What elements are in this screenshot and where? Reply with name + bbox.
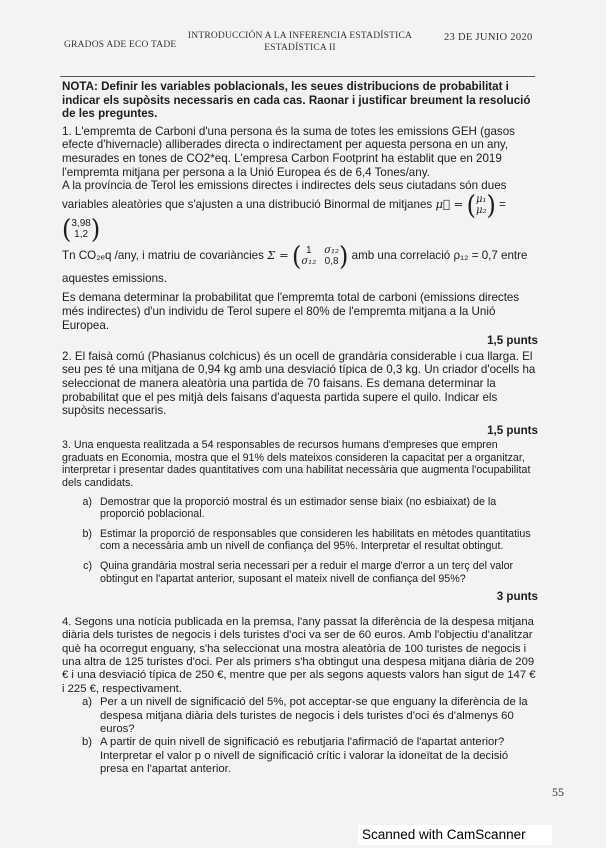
q4-item-a-label: a) <box>81 696 92 709</box>
mu1: μ₁ <box>475 193 487 205</box>
q1-distribution-text: A la província de Terol les emissions directes i indirectes dels seus ciutadans són dues variables aleatòries que s'ajusten a una distribució Binormal de mitjanes <box>62 179 507 211</box>
q3-item-a <box>62 496 538 521</box>
mean-vector-symbol: μ⃗ = <box>435 196 464 211</box>
covariance-matrix: ( 1 σ₁₂ σ₁₂ 0,8 ) <box>291 240 349 272</box>
q3-item-b-label: b) <box>82 527 92 540</box>
question-3 <box>62 439 538 604</box>
page-number: 55 <box>552 785 564 799</box>
mean-value-2: 1,2 <box>74 228 89 240</box>
q1-question: Es demana determinar la probabilitat que l'empremta total de carboni (emissions directes més indirectes) d'un individu de Terol supere el 80% de l'empremta mitjana a la Unió Europea. <box>62 291 520 332</box>
q4-text: 4. Segons una notícia publicada en la premsa, l'any passat la diferència de la despesa mitjana diària dels turistes de negocis i dels turistes d'oci va ser de 60 euros. Amb l'objectiu d'analitzar què ha ocorregut enguany, s'ha seleccionat una mostra aleatòria de 100 turistes de negocis i una altra de 125 turistes d'oci. Per als primers s'ha obtingut una despesa mitjana diària de 209 € i una desviació típica de 250 €, mentre que per als segons aquests valors han sigut de 147 € i 225 €, respectivament. <box>62 615 536 695</box>
q3-item-c-label: c) <box>83 560 92 573</box>
cov-11: 1 <box>306 244 312 256</box>
q2-points: 1,5 punts <box>487 423 538 437</box>
header-course-line1: INTRODUCCIÓN A LA INFERENCIA ESTADÍSTICA <box>187 31 413 41</box>
header-course <box>185 30 415 54</box>
header-degree: GRADOS ADE ECO TADE <box>64 40 177 50</box>
q1-correlation: amb una correlació ρ₁₂ = 0,7 entre <box>351 248 528 262</box>
q3-points: 3 punts <box>496 590 538 604</box>
cov-21: σ₁₂ <box>301 255 317 267</box>
question-1 <box>62 125 538 348</box>
q2-text: 2. El faisà comú (Phasianus colchicus) és un ocell de grandària considerable i cua llarga. El seu pes té una mitjana de 0,94 kg amb una desviació típica de 0,3 kg. Un criador d'ocells ha seleccionat de manera aleatòria una partida de 70 faisans. Es demana determinar la probabilitat que el pes mitjà dels faisans d'aquesta partida supere el quilo. Indicar els supòsits necessaris. <box>62 349 536 418</box>
exam-note: NOTA: Definir les variables poblacionals, les seues distribucions de probabilitat i indicar els supòsits necessaris en cada cas. Raonar i justificar breument la resolució de les preguntes. <box>62 80 531 121</box>
mean-vector-values: ( 3,98 1,2 ) <box>62 213 101 245</box>
q1-distribution: A la província de Terol les emissions directes i indirectes dels seus ciutadans són dues variables aleatòries que s'ajusten a una distribució Binormal de mitjanes μ⃗ = ( μ₁ μ₂ ) = ( 3,98 1,2 ) <box>62 179 507 245</box>
header-course-line2: ESTADÍSTICA II <box>264 43 336 53</box>
q4-item-b-label: b) <box>81 736 92 749</box>
scanner-watermark: Scanned with CamScanner <box>358 825 552 845</box>
exam-body <box>62 80 538 777</box>
q4-item-a <box>62 696 538 736</box>
q1-points: 1,5 punts <box>487 334 538 348</box>
q4-item-a-text: Per a un nivell de significació del 5%, pot acceptar-se que enguany la diferència de la despesa mitjana diària dels turistes de negocis i dels turistes d'oci és d'almenys 60 euros? <box>100 696 528 736</box>
mean-vector-symbolic: ( μ₁ μ₂ ) <box>466 189 496 221</box>
q3-text: 3. Una enquesta realitzada a 54 responsables de recursos humans d'empreses que empren graduats en Economia, mostra que el 91% dels mateixos consideren la capacitat per a organitzar, interpretar i presentar dades quantitatives com una habilitat necessària que augmenta l'ocupabilitat dels candidats. <box>62 439 531 490</box>
q3-item-a-label: a) <box>82 495 92 508</box>
q3-item-c <box>62 560 538 585</box>
q3-item-b-text: Estimar la proporció de responsables que consideren les habilitats en mètodes quantitatius com a necessària amb un nivell de confiança del 95%. Interpretar el resultat obtingut. <box>100 527 531 553</box>
q3-item-a-text: Demostrar que la proporció mostral és un estimador sense biaix (no esbiaixat) de la proporció poblacional. <box>100 495 497 521</box>
q1-covariance-end: aquestes emissions. <box>62 271 168 285</box>
q1-covariance <box>62 240 538 272</box>
q4-item-b <box>62 736 538 776</box>
q1-covariance-text: Tn CO₂ₑq /any, i matriu de covariàncies <box>62 248 264 262</box>
question-2 <box>62 350 538 438</box>
cov-22: 0,8 <box>324 255 339 267</box>
q3-item-b <box>62 528 538 553</box>
q1-intro: 1. L'empremta de Carboni d'una persona és la suma de totes les emissions GEH (gasos efecte d'hivernacle) alliberades directa o indirectament per aquesta persona en un any, mesurades en tones de CO2*eq. L'empresa Carbon Footprint ha establit que en 2019 l'empremta mitjana per persona a la Unió Europea és de 6,4 Tones/any. <box>62 124 515 179</box>
q4-item-b-text: A partir de quin nivell de significació es rebutjaria l'afirmació de l'apartat anterior? Interpretar el valor p o nivell de significació crític i valorar la idoneïtat de la decisió presa en l'apartat anterior. <box>100 736 509 776</box>
question-4 <box>62 616 538 777</box>
cov-12: σ₁₂ <box>324 244 340 256</box>
sigma-symbol: Σ = <box>267 247 289 262</box>
q3-item-c-text: Quina grandària mostral seria necessari per a reduir el marge d'error a un terç del valor obtingut en l'apartat anterior, suposant el mateix nivell de confiança del 95%? <box>100 560 514 585</box>
header-divider <box>60 76 535 77</box>
mu2: μ₂ <box>475 204 487 216</box>
header-date: 23 DE JUNIO 2020 <box>444 32 533 43</box>
mean-value-1: 3,98 <box>71 217 91 229</box>
